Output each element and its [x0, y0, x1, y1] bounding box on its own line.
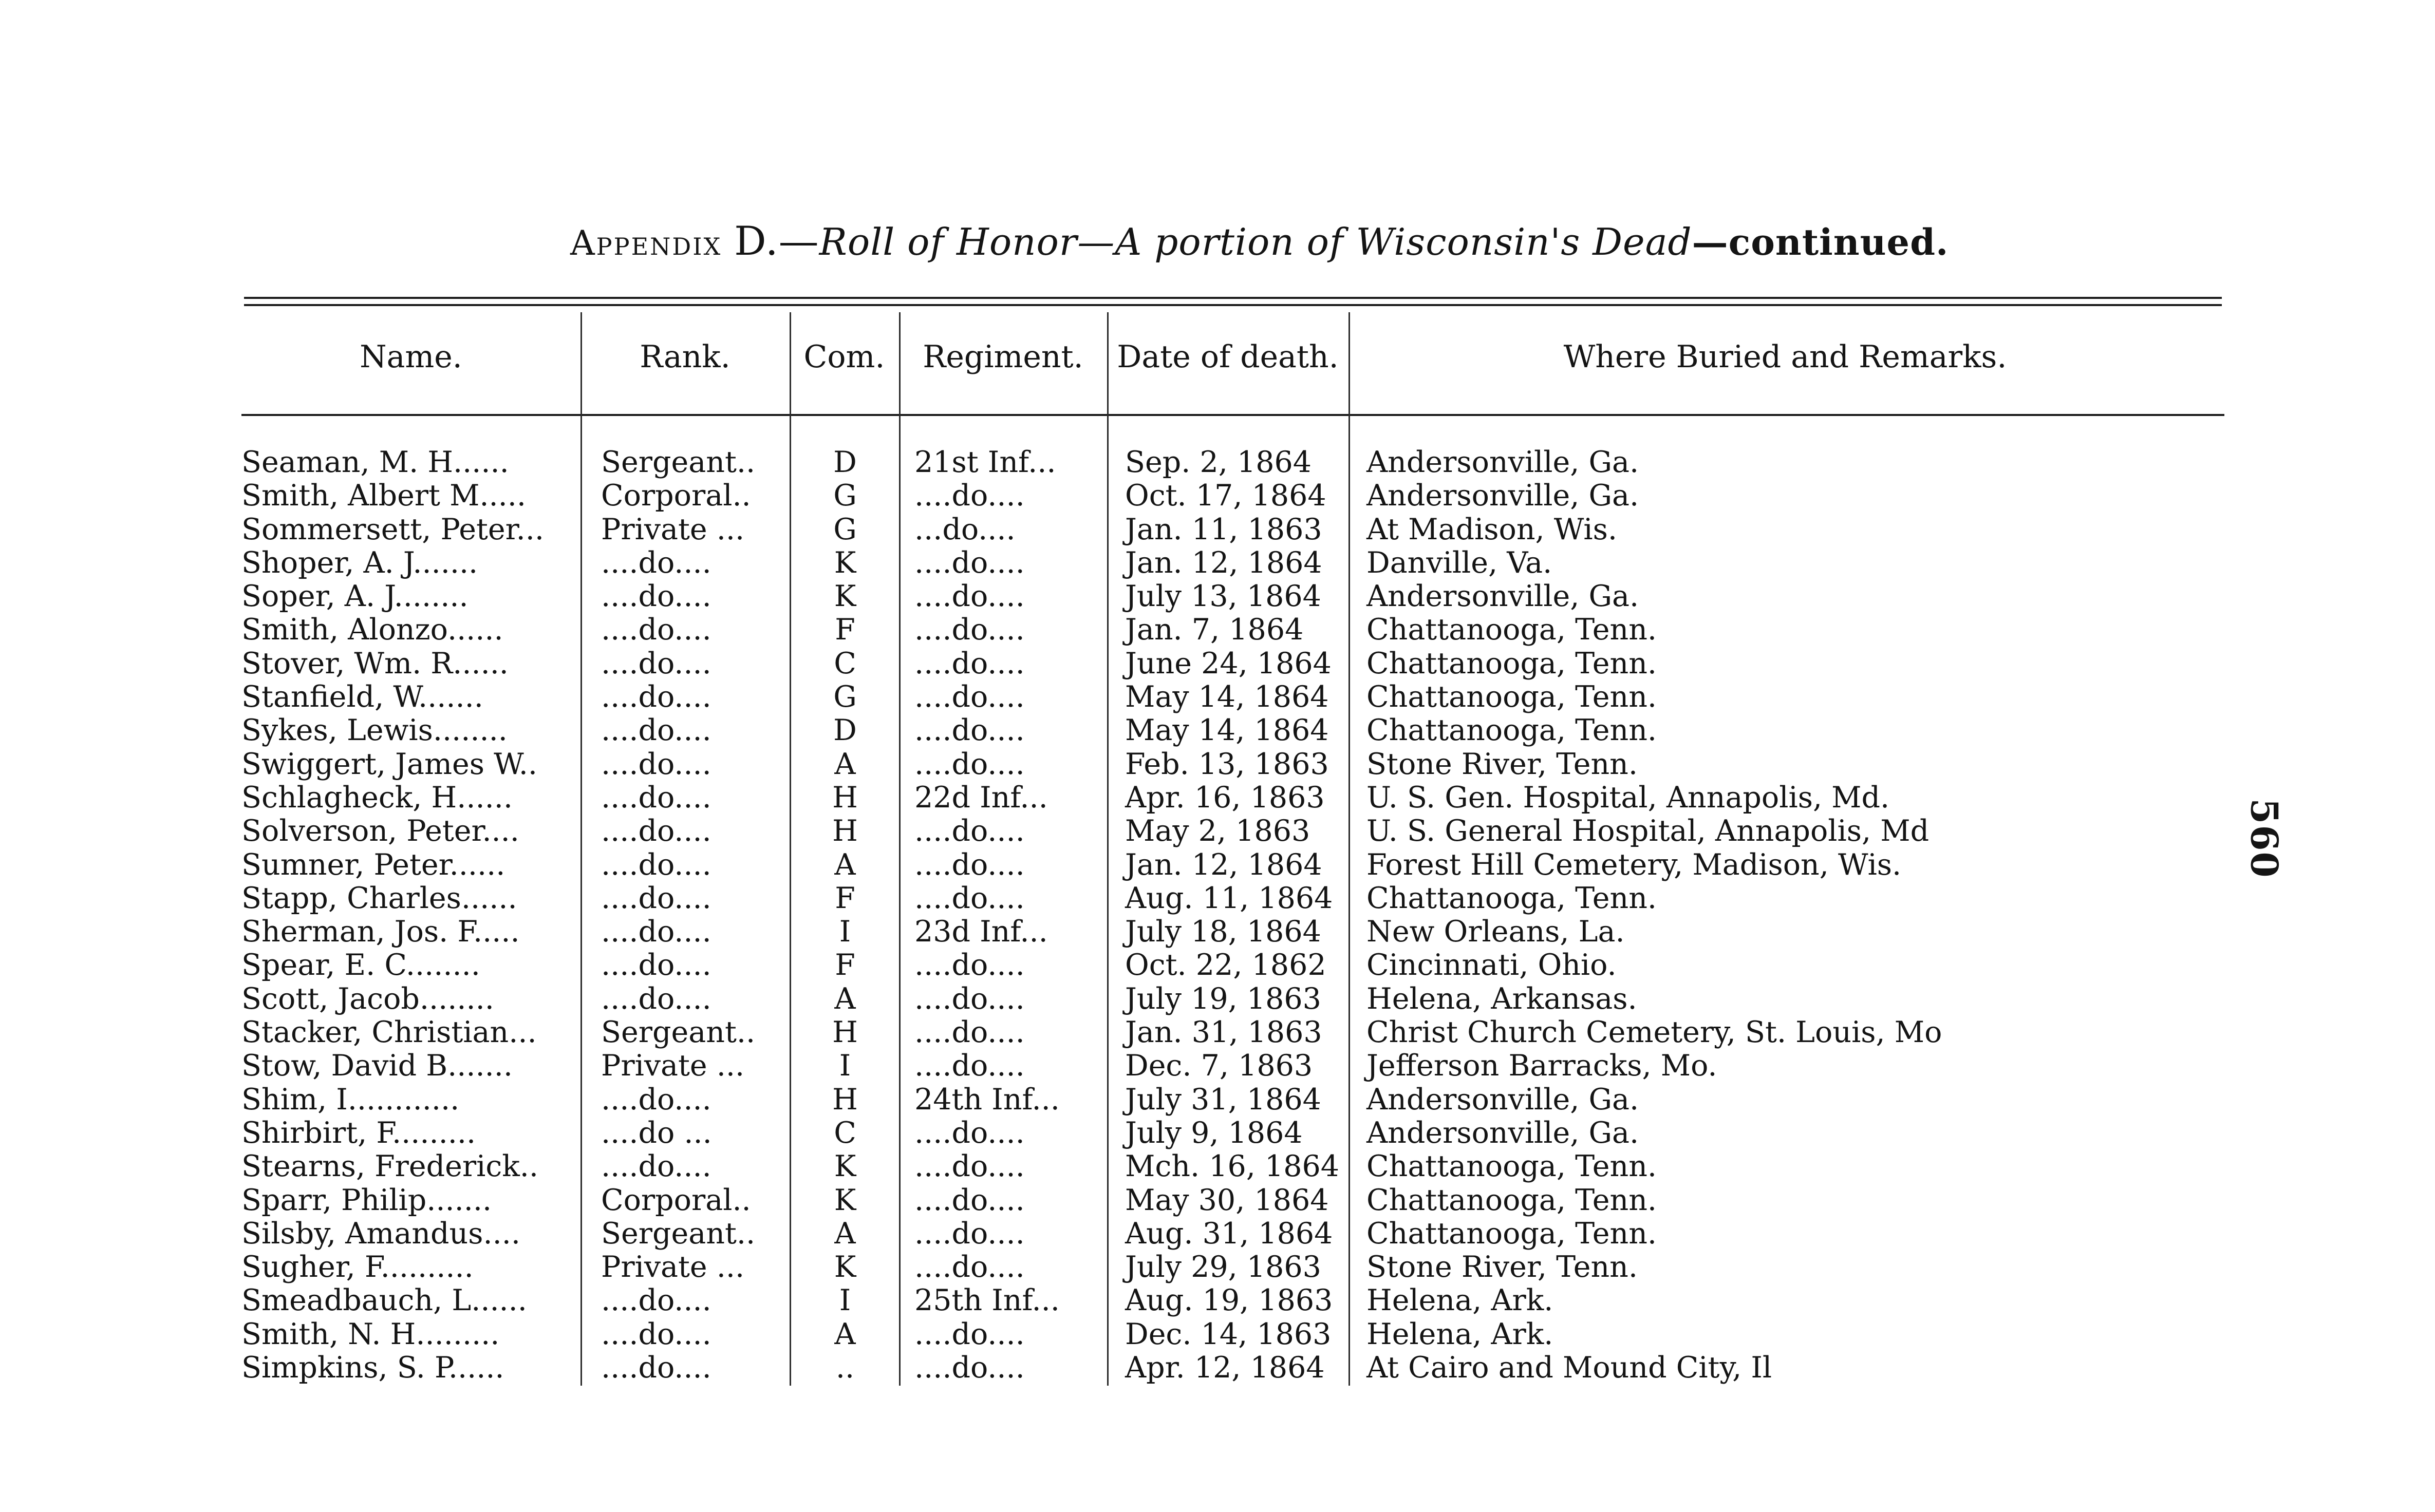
cell-regiment: ....do....	[914, 1183, 1025, 1217]
cell-com: G	[833, 479, 857, 513]
cell-rank: ....do....	[601, 915, 711, 949]
cell-com: K	[834, 1183, 856, 1217]
cell-date: Aug. 19, 1863	[1125, 1283, 1333, 1318]
cell-name: Solverson, Peter....	[241, 814, 519, 848]
cell-regiment: ....do....	[914, 814, 1025, 848]
cell-regiment: ....do....	[914, 579, 1025, 614]
cell-regiment: ....do....	[914, 981, 1025, 1016]
header-where: Where Buried and Remarks.	[1563, 339, 2007, 375]
cell-rank: ....do....	[601, 747, 711, 781]
cell-where: Chattanooga, Tenn.	[1366, 680, 1657, 714]
cell-regiment: ....do....	[914, 1317, 1025, 1351]
cell-name: Sparr, Philip.......	[241, 1183, 492, 1217]
cell-date: Aug. 11, 1864	[1125, 881, 1333, 915]
header-name: Name.	[360, 339, 462, 375]
cell-where: Andersonville, Ga.	[1366, 445, 1639, 479]
title-roll: Roll of Honor—A portion of	[819, 220, 1344, 263]
cell-date: May 14, 1864	[1125, 680, 1329, 714]
cell-com: A	[834, 981, 856, 1016]
cell-where: Chattanooga, Tenn.	[1366, 1149, 1657, 1184]
table-row	[0, 546, 2435, 580]
cell-where: Danville, Va.	[1366, 545, 1552, 580]
cell-where: Helena, Ark.	[1366, 1317, 1553, 1351]
cell-where: U. S. General Hospital, Annapolis, Md	[1366, 814, 1930, 848]
cell-rank: ....do....	[601, 1149, 711, 1184]
cell-date: Jan. 11, 1863	[1125, 512, 1322, 546]
cell-com: K	[834, 1149, 856, 1184]
cell-com: D	[833, 445, 857, 479]
cell-where: Andersonville, Ga.	[1366, 579, 1639, 614]
cell-name: Schlagheck, H......	[241, 780, 513, 815]
cell-com: I	[839, 1049, 851, 1083]
cell-regiment: 25th Inf...	[914, 1283, 1060, 1318]
cell-name: Sherman, Jos. F.....	[241, 915, 520, 949]
cell-regiment: ....do....	[914, 680, 1025, 714]
cell-name: Smith, N. H.........	[241, 1317, 500, 1351]
cell-rank: ....do....	[601, 680, 711, 714]
cell-where: Andersonville, Ga.	[1366, 1116, 1639, 1150]
cell-name: Shoper, A. J.......	[241, 545, 478, 580]
header-date: Date of death.	[1117, 339, 1339, 375]
table-row	[0, 1150, 2435, 1183]
cell-com: K	[834, 1250, 856, 1284]
title-appendix: Appendix	[570, 223, 722, 263]
cell-where: Chattanooga, Tenn.	[1366, 613, 1657, 647]
cell-rank: Sergeant..	[601, 1015, 756, 1050]
cell-regiment: ....do....	[914, 948, 1025, 982]
cell-rank: Corporal..	[601, 1183, 751, 1217]
cell-rank: ....do....	[601, 579, 711, 614]
cell-where: Andersonville, Ga.	[1366, 1082, 1639, 1117]
cell-com: ..	[835, 1351, 855, 1385]
cell-com: F	[835, 948, 855, 982]
cell-date: Oct. 17, 1864	[1125, 479, 1326, 513]
cell-com: A	[834, 1317, 856, 1351]
cell-date: Apr. 12, 1864	[1125, 1351, 1325, 1385]
cell-where: Chattanooga, Tenn.	[1366, 646, 1657, 681]
cell-name: Sykes, Lewis........	[241, 713, 508, 748]
cell-regiment: ...do....	[914, 512, 1016, 546]
cell-date: Dec. 7, 1863	[1125, 1049, 1313, 1083]
cell-regiment: ....do....	[914, 1351, 1025, 1385]
header-rule	[241, 414, 2224, 416]
cell-rank: ....do....	[601, 713, 711, 748]
table-row	[0, 1184, 2435, 1217]
table-row	[0, 748, 2435, 781]
cell-regiment: ....do....	[914, 646, 1025, 681]
cell-regiment: ....do....	[914, 1116, 1025, 1150]
cell-regiment: ....do....	[914, 545, 1025, 580]
table-row	[0, 915, 2435, 949]
cell-regiment: ....do....	[914, 1049, 1025, 1083]
cell-date: May 2, 1863	[1125, 814, 1310, 848]
cell-name: Smith, Alonzo......	[241, 613, 503, 647]
roll-table-body	[0, 446, 2435, 1385]
cell-regiment: ....do....	[914, 1216, 1025, 1251]
cell-com: C	[834, 1116, 856, 1150]
cell-com: A	[834, 847, 856, 882]
table-row	[0, 580, 2435, 613]
cell-date: May 30, 1864	[1125, 1183, 1329, 1217]
cell-date: July 31, 1864	[1125, 1082, 1321, 1117]
cell-regiment: ....do....	[914, 747, 1025, 781]
table-row	[0, 815, 2435, 848]
cell-regiment: ....do....	[914, 1149, 1025, 1184]
cell-regiment: 24th Inf...	[914, 1082, 1060, 1117]
cell-where: Andersonville, Ga.	[1366, 479, 1639, 513]
cell-date: Jan. 12, 1864	[1125, 545, 1322, 580]
cell-com: H	[832, 1015, 858, 1050]
cell-name: Shirbirt, F.........	[241, 1116, 476, 1150]
cell-rank: ....do....	[601, 1351, 711, 1385]
cell-com: K	[834, 545, 856, 580]
cell-date: Oct. 22, 1862	[1125, 948, 1326, 982]
cell-com: I	[839, 915, 851, 949]
table-row	[0, 848, 2435, 882]
cell-date: July 19, 1863	[1125, 981, 1321, 1016]
cell-date: July 18, 1864	[1125, 915, 1321, 949]
cell-rank: Sergeant..	[601, 1216, 756, 1251]
cell-rank: Corporal..	[601, 479, 751, 513]
cell-date: Dec. 14, 1863	[1125, 1317, 1332, 1351]
cell-regiment: ....do....	[914, 847, 1025, 882]
cell-where: Chattanooga, Tenn.	[1366, 881, 1657, 915]
cell-where: Jefferson Barracks, Mo.	[1366, 1049, 1717, 1083]
cell-regiment: ....do....	[914, 613, 1025, 647]
table-row	[0, 1351, 2435, 1385]
cell-name: Shim, I............	[241, 1082, 460, 1117]
cell-name: Stover, Wm. R......	[241, 646, 509, 681]
table-row	[0, 882, 2435, 915]
cell-rank: ....do....	[601, 1283, 711, 1318]
table-row	[0, 1016, 2435, 1049]
cell-date: July 13, 1864	[1125, 579, 1321, 614]
cell-date: June 24, 1864	[1125, 646, 1332, 681]
cell-name: Swiggert, James W..	[241, 747, 538, 781]
cell-name: Spear, E. C........	[241, 948, 480, 982]
header-com: Com.	[803, 339, 885, 375]
cell-name: Stanfield, W.......	[241, 680, 483, 714]
table-row	[0, 781, 2435, 815]
cell-com: F	[835, 613, 855, 647]
cell-name: Soper, A. J........	[241, 579, 469, 614]
cell-com: D	[833, 713, 857, 748]
cell-where: Forest Hill Cemetery, Madison, Wis.	[1366, 847, 1902, 882]
cell-where: Stone River, Tenn.	[1366, 747, 1638, 781]
table-row	[0, 1318, 2435, 1351]
table-row	[0, 714, 2435, 747]
cell-rank: ....do....	[601, 780, 711, 815]
cell-com: G	[833, 680, 857, 714]
cell-com: H	[832, 814, 858, 848]
cell-where: Chattanooga, Tenn.	[1366, 713, 1657, 748]
cell-where: Cincinnati, Ohio.	[1366, 948, 1617, 982]
cell-date: July 29, 1863	[1125, 1250, 1321, 1284]
cell-rank: ....do....	[601, 1317, 711, 1351]
title-letter: D.—	[734, 218, 819, 264]
cell-name: Sugher, F..........	[241, 1250, 474, 1284]
cell-where: Stone River, Tenn.	[1366, 1250, 1638, 1284]
cell-name: Scott, Jacob........	[241, 981, 494, 1016]
cell-com: A	[834, 747, 856, 781]
cell-com: K	[834, 579, 856, 614]
cell-where: Helena, Ark.	[1366, 1283, 1553, 1318]
header-rank: Rank.	[640, 339, 730, 375]
cell-rank: ....do....	[601, 847, 711, 882]
table-row	[0, 681, 2435, 714]
table-row	[0, 1284, 2435, 1317]
cell-where: U. S. Gen. Hospital, Annapolis, Md.	[1366, 780, 1890, 815]
cell-com: H	[832, 780, 858, 815]
cell-date: Aug. 31, 1864	[1125, 1216, 1333, 1251]
cell-date: Apr. 16, 1863	[1125, 780, 1325, 815]
cell-rank: Private ...	[601, 1250, 745, 1284]
cell-name: Stapp, Charles......	[241, 881, 517, 915]
table-row	[0, 1217, 2435, 1251]
table-row	[0, 446, 2435, 479]
cell-regiment: ....do....	[914, 713, 1025, 748]
cell-date: Mch. 16, 1864	[1125, 1149, 1340, 1184]
cell-where: Chattanooga, Tenn.	[1366, 1183, 1657, 1217]
cell-rank: ....do....	[601, 948, 711, 982]
cell-regiment: 22d Inf...	[914, 780, 1048, 815]
cell-date: Jan. 7, 1864	[1125, 613, 1304, 647]
cell-name: Sumner, Peter......	[241, 847, 505, 882]
cell-where: Helena, Arkansas.	[1366, 981, 1637, 1016]
cell-rank: ....do....	[601, 881, 711, 915]
table-row	[0, 479, 2435, 513]
cell-com: G	[833, 512, 857, 546]
cell-date: Jan. 31, 1863	[1125, 1015, 1322, 1050]
cell-regiment: 21st Inf...	[914, 445, 1056, 479]
table-row	[0, 1117, 2435, 1150]
table-row	[0, 1049, 2435, 1083]
cell-rank: ....do....	[601, 981, 711, 1016]
title-continued: —continued.	[1692, 221, 1949, 263]
cell-where: Chattanooga, Tenn.	[1366, 1216, 1657, 1251]
cell-regiment: 23d Inf...	[914, 915, 1048, 949]
cell-name: Simpkins, S. P......	[241, 1351, 504, 1385]
cell-name: Stow, David B.......	[241, 1049, 513, 1083]
cell-name: Seaman, M. H......	[241, 445, 509, 479]
cell-name: Silsby, Amandus....	[241, 1216, 520, 1251]
cell-rank: ....do....	[601, 646, 711, 681]
table-row	[0, 982, 2435, 1016]
top-double-rule	[244, 297, 2222, 306]
cell-com: A	[834, 1216, 856, 1251]
cell-name: Sommersett, Peter...	[241, 512, 544, 546]
table-row	[0, 1083, 2435, 1117]
cell-regiment: ....do....	[914, 1015, 1025, 1050]
cell-rank: ....do....	[601, 613, 711, 647]
title-state: Wisconsin's Dead	[1356, 220, 1692, 263]
cell-com: I	[839, 1283, 851, 1318]
table-row	[0, 1251, 2435, 1284]
page-title	[570, 218, 1949, 264]
cell-name: Stacker, Christian...	[241, 1015, 537, 1050]
header-regiment: Regiment.	[923, 339, 1083, 375]
cell-where: Christ Church Cemetery, St. Louis, Mo	[1366, 1015, 1942, 1050]
cell-rank: ....do....	[601, 814, 711, 848]
cell-rank: ....do ...	[601, 1116, 712, 1150]
cell-date: Sep. 2, 1864	[1125, 445, 1312, 479]
cell-rank: ....do....	[601, 1082, 711, 1117]
cell-regiment: ....do....	[914, 1250, 1025, 1284]
cell-rank: Private ...	[601, 1049, 745, 1083]
cell-date: Feb. 13, 1863	[1125, 747, 1329, 781]
table-row	[0, 949, 2435, 982]
cell-where: New Orleans, La.	[1366, 915, 1625, 949]
cell-rank: Private ...	[601, 512, 745, 546]
cell-date: May 14, 1864	[1125, 713, 1329, 748]
cell-com: C	[834, 646, 856, 681]
table-row	[0, 613, 2435, 647]
cell-com: F	[835, 881, 855, 915]
cell-rank: Sergeant..	[601, 445, 756, 479]
table-row	[0, 513, 2435, 546]
page-number: 560	[2242, 798, 2287, 879]
cell-regiment: ....do....	[914, 881, 1025, 915]
cell-com: H	[832, 1082, 858, 1117]
cell-date: July 9, 1864	[1125, 1116, 1303, 1150]
cell-where: At Cairo and Mound City, Il	[1366, 1351, 1772, 1385]
cell-date: Jan. 12, 1864	[1125, 847, 1322, 882]
cell-where: At Madison, Wis.	[1366, 512, 1617, 546]
cell-rank: ....do....	[601, 545, 711, 580]
cell-regiment: ....do....	[914, 479, 1025, 513]
cell-name: Stearns, Frederick..	[241, 1149, 539, 1184]
cell-name: Smeadbauch, L......	[241, 1283, 527, 1318]
cell-name: Smith, Albert M.....	[241, 479, 527, 513]
table-row	[0, 647, 2435, 681]
